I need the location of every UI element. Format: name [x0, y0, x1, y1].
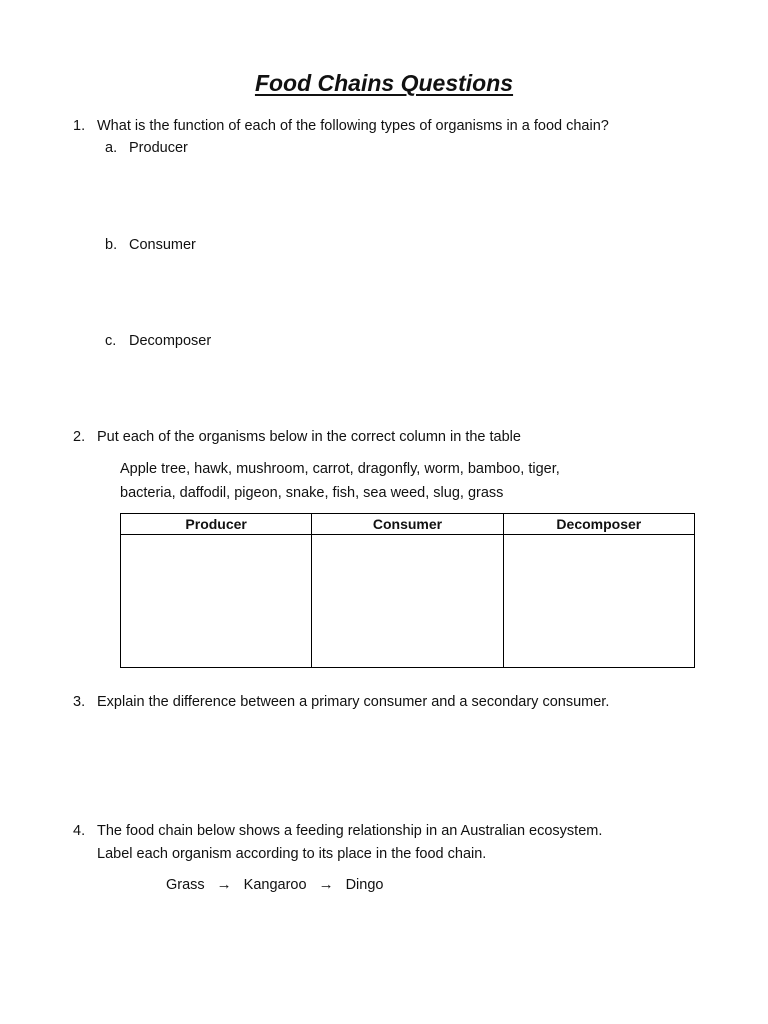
producer-answer-cell[interactable] [121, 535, 312, 668]
organism-table [120, 513, 695, 668]
q1-number: 1. [73, 118, 86, 134]
header-decomposer: Decomposer [503, 514, 694, 535]
q1c-letter: c. [105, 333, 117, 349]
header-producer: Producer [121, 514, 312, 535]
q2-number: 2. [73, 429, 86, 445]
q3-text: Explain the difference between a primary consumer and a secondary consumer. [97, 694, 610, 710]
organism-kangaroo: Kangaroo [243, 876, 307, 893]
organism-dingo: Dingo [345, 876, 384, 893]
worksheet-title [0, 70, 768, 97]
q3-number: 3. [73, 694, 86, 710]
organism-list-line-2: bacteria, daffodil, pigeon, snake, fish, sea weed, slug, grass [120, 485, 504, 501]
q4-number: 4. [73, 823, 86, 839]
arrow-right-icon: → [216, 876, 232, 893]
q1a-label: Producer [129, 140, 188, 156]
worksheet-title-text: Food Chains Questions [254, 70, 514, 96]
q1a-letter: a. [105, 140, 118, 156]
organism-grass: Grass [166, 876, 205, 893]
q2-text: Put each of the organisms below in the correct column in the table [97, 429, 521, 445]
organism-list-line-1: Apple tree, hawk, mushroom, carrot, dragonfly, worm, bamboo, tiger, [120, 461, 560, 477]
q1b-letter: b. [105, 237, 118, 253]
q4-text-line-2: Label each organism according to its place in the food chain. [97, 846, 487, 862]
decomposer-answer-cell[interactable] [503, 535, 694, 668]
food-chain [166, 876, 383, 893]
q4-text-line-1: The food chain below shows a feeding relationship in an Australian ecosystem. [97, 823, 603, 839]
table-answer-row [121, 535, 695, 668]
table-header-row [121, 514, 695, 535]
q1-text: What is the function of each of the following types of organisms in a food chain? [97, 118, 609, 134]
consumer-answer-cell[interactable] [312, 535, 503, 668]
q1b-label: Consumer [129, 237, 196, 253]
header-consumer: Consumer [312, 514, 503, 535]
arrow-right-icon: → [318, 876, 334, 893]
q1c-label: Decomposer [129, 333, 212, 349]
